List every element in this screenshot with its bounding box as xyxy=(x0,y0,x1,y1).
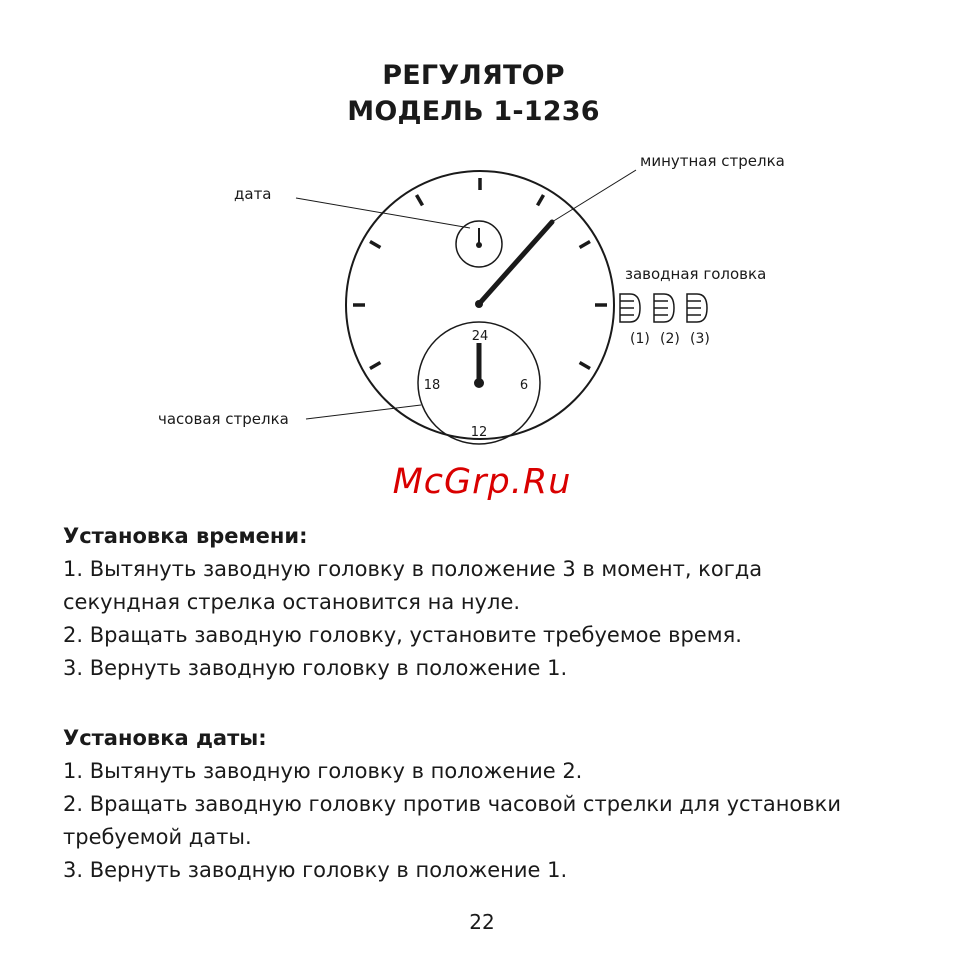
date-setting-section xyxy=(63,722,934,887)
hour-hand-pivot xyxy=(474,378,484,388)
instruction-line: требуемой даты. xyxy=(63,825,252,849)
instruction-line: 1. Вытянуть заводную головку в положение 3 в момент, когда xyxy=(63,557,763,581)
instruction-line: 3. Вернуть заводную головку в положение 1. xyxy=(63,656,568,680)
crown-position-1-icon xyxy=(620,294,640,322)
crown-position-3-label: (3) xyxy=(690,331,710,347)
instruction-line: 2. Вращать заводную головку, установите требуемое время. xyxy=(63,623,742,647)
hour-marker xyxy=(370,242,380,248)
hour-marker xyxy=(417,195,423,205)
section-title: Установка даты: xyxy=(63,726,267,750)
crown-label: заводная головка xyxy=(625,265,767,283)
hour-marker xyxy=(538,195,544,205)
instruction-line: секундная стрелка остановится на нуле. xyxy=(63,590,521,614)
hour-marker xyxy=(370,363,380,369)
hour-marker xyxy=(580,242,590,248)
date-hand-pivot xyxy=(476,242,482,248)
subdial-number-6: 6 xyxy=(519,378,529,393)
hour-hand-label: часовая стрелка xyxy=(158,410,289,428)
page-number: 22 xyxy=(469,910,495,934)
crown-position-2-icon xyxy=(654,294,674,322)
instruction-line: 2. Вращать заводную головку против часовой стрелки для установки xyxy=(63,792,841,816)
minute-hand-leader xyxy=(552,170,636,222)
title-line-1: РЕГУЛЯТОР xyxy=(382,60,565,91)
crown-position-3-icon xyxy=(687,294,707,322)
crown-position-2-label: (2) xyxy=(660,331,680,347)
minute-hand xyxy=(479,222,552,304)
title-line-2: МОДЕЛЬ 1-1236 xyxy=(347,96,600,127)
watch-diagram xyxy=(0,0,964,470)
hour-hand-leader xyxy=(306,405,421,419)
instruction-line: 3. Вернуть заводную головку в положение 1. xyxy=(63,858,568,882)
date-leader xyxy=(296,198,470,228)
subdial-number-18: 18 xyxy=(423,378,441,393)
date-label: дата xyxy=(234,185,272,203)
minute-hand-pivot xyxy=(475,300,483,308)
minute-hand-label: минутная стрелка xyxy=(640,152,785,170)
instruction-line: 1. Вытянуть заводную головку в положение 2. xyxy=(63,759,583,783)
hour-marker xyxy=(580,363,590,369)
subdial-number-12: 12 xyxy=(470,425,488,440)
subdial-number-24: 24 xyxy=(471,329,489,344)
time-setting-section xyxy=(63,520,934,685)
section-title: Установка времени: xyxy=(63,524,308,548)
crown-position-1-label: (1) xyxy=(630,331,650,347)
watermark: McGrp.Ru xyxy=(392,462,572,502)
